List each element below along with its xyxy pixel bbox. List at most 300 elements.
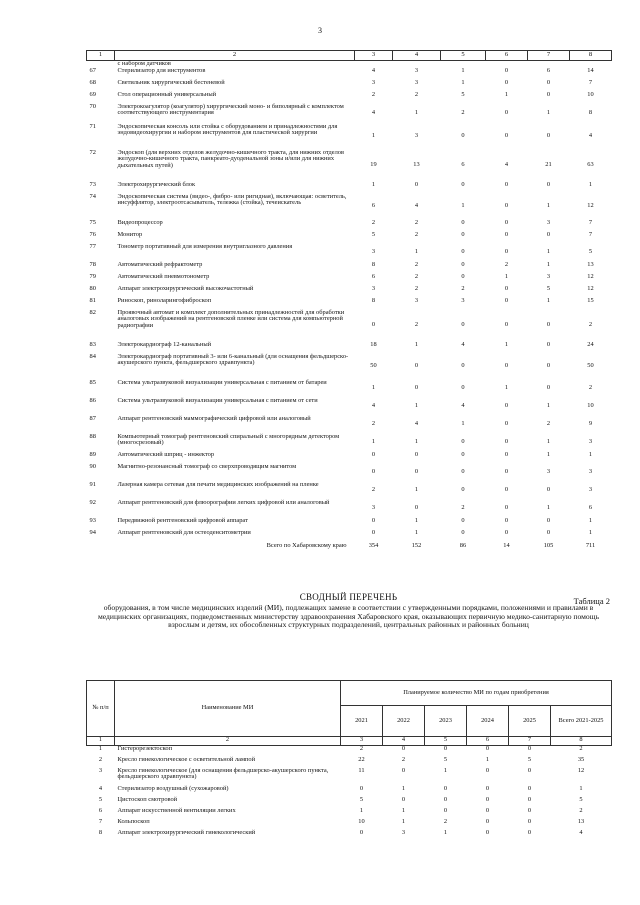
value-cell: 0 <box>414 468 419 476</box>
value-cell: 8 <box>371 296 376 304</box>
row-number-cell: 69 <box>89 90 96 98</box>
table-row <box>87 482 612 500</box>
row-number-cell: 2 <box>98 755 103 763</box>
table-row <box>87 244 612 262</box>
value-cell: 0 <box>443 784 448 792</box>
numbering-cell: 1 <box>87 737 115 746</box>
value-cell: 1 <box>371 438 376 446</box>
value-cell: 1 <box>414 248 419 256</box>
value-cell: 0 <box>504 402 509 410</box>
item-name-cell: Эндоскопическая система (видео-, фибро- или ригидная), включающая: осветитель, инсуффлятор, электроотсасыватель, тележка (стойка), течеискатель <box>117 192 347 207</box>
value-cell: 0 <box>461 468 465 476</box>
value-cell: 0 <box>546 516 551 524</box>
value-cell: 1 <box>414 402 419 410</box>
value-cell: 12 <box>577 766 585 774</box>
col-header-total: Всего 2021-2025 <box>551 706 612 737</box>
value-cell: 1 <box>359 806 364 814</box>
equipment-table-1 <box>86 50 612 549</box>
value-cell: 4 <box>461 402 465 410</box>
row-number-cell: 73 <box>89 180 96 188</box>
value-cell: 0 <box>504 438 509 446</box>
value-cell: 6 <box>546 66 551 74</box>
value-cell: 13 <box>577 817 585 825</box>
value-cell: 50 <box>370 362 377 370</box>
value-cell: 1 <box>414 486 419 494</box>
value-cell: 0 <box>546 528 551 536</box>
table-row <box>87 342 612 354</box>
value-cell: 0 <box>461 486 465 494</box>
value-cell: 0 <box>485 795 490 803</box>
value-cell: 4 <box>461 340 465 348</box>
item-name-cell: Автоматический шприц - инжектор <box>117 450 215 458</box>
value-cell: 1 <box>579 784 583 792</box>
row-number-cell: 90 <box>89 462 96 470</box>
value-cell: 0 <box>485 766 490 774</box>
value-cell: 0 <box>461 260 465 268</box>
value-cell: 8 <box>371 260 376 268</box>
row-number-cell: 71 <box>89 122 96 130</box>
value-cell: 0 <box>461 450 465 458</box>
item-name-cell: Электрокардиограф 12-канальный <box>117 340 212 348</box>
row-number-cell: 4 <box>98 784 103 792</box>
value-cell: 0 <box>504 230 509 238</box>
value-cell: 0 <box>371 450 376 458</box>
value-cell: 0 <box>414 384 419 392</box>
value-cell: 2 <box>401 755 406 763</box>
value-cell: 2 <box>588 321 593 329</box>
row-number-cell: 7 <box>98 817 103 825</box>
value-cell: 0 <box>504 284 509 292</box>
value-cell: 1 <box>443 828 448 836</box>
value-cell: 4 <box>414 420 419 428</box>
value-cell: 2 <box>461 109 465 117</box>
value-cell: 4 <box>371 66 376 74</box>
value-cell: 1 <box>546 450 551 458</box>
table-row <box>87 746 612 757</box>
value-cell: 1 <box>588 180 593 188</box>
value-cell: 7 <box>588 78 593 86</box>
value-cell: 0 <box>371 516 376 524</box>
table-row <box>87 68 612 80</box>
value-cell: 0 <box>461 362 465 370</box>
table-row <box>87 150 612 182</box>
value-cell: 6 <box>588 504 593 512</box>
table-row <box>87 354 612 380</box>
item-name-cell: Тонометр портативный для измерения внутриглазного давления <box>117 242 293 250</box>
value-cell: 1 <box>461 420 465 428</box>
value-cell: 0 <box>527 784 532 792</box>
value-cell: 0 <box>414 362 419 370</box>
value-cell: 19 <box>370 161 377 169</box>
value-cell: 0 <box>504 78 509 86</box>
value-cell: 12 <box>587 202 594 210</box>
item-name-cell: Цистоскоп смотровой <box>117 795 178 803</box>
value-cell: 0 <box>414 180 419 188</box>
item-name-cell: Кресло гинекологическое с осветительной лампой <box>117 755 256 763</box>
value-cell: 0 <box>461 516 465 524</box>
row-number-cell: 1 <box>98 745 103 752</box>
equipment-table-2 <box>86 680 612 841</box>
value-cell: 1 <box>414 438 419 446</box>
value-cell: 4 <box>588 132 593 140</box>
value-cell: 2 <box>371 218 376 226</box>
value-cell: 0 <box>527 806 532 814</box>
col-header-year: 2021 <box>341 706 383 737</box>
numbering-cell: 4 <box>383 737 425 746</box>
table-row <box>87 768 612 786</box>
item-name-cell: Видеопроцессор <box>117 218 163 226</box>
value-cell: 0 <box>461 384 465 392</box>
value-cell: 2 <box>371 90 376 98</box>
value-cell: 12 <box>587 284 594 292</box>
value-cell: 0 <box>504 296 509 304</box>
item-name-cell: Монитор <box>117 230 143 238</box>
value-cell: 5 <box>527 755 532 763</box>
value-cell: 1 <box>504 340 509 348</box>
value-cell: 1 <box>546 260 551 268</box>
value-cell: 1 <box>504 384 509 392</box>
row-number-cell: 80 <box>89 284 96 292</box>
row-number-cell: 3 <box>98 766 103 774</box>
total-value-cell: 711 <box>585 541 596 549</box>
value-cell: 50 <box>587 362 594 370</box>
value-cell: 0 <box>546 132 551 140</box>
value-cell: 3 <box>588 486 593 494</box>
total-row <box>87 542 612 550</box>
item-name-cell: Стол операционный универсальный <box>117 90 217 98</box>
value-cell: 0 <box>401 745 406 752</box>
header-cell: 1 <box>87 51 115 61</box>
header-cell: 7 <box>528 51 570 61</box>
value-cell: 1 <box>401 806 406 814</box>
value-cell: 0 <box>527 745 532 752</box>
table-row <box>87 92 612 104</box>
value-cell: 0 <box>371 468 376 476</box>
value-cell: 3 <box>414 66 419 74</box>
item-name-cell: Эндоскопическая консоль или стойка с оборудованием и принадлежностями для эндовидеохирургии и набором инструментов для пластической хирургии <box>117 122 338 137</box>
value-cell: 0 <box>546 180 551 188</box>
col-header-name: Наименование МИ <box>115 681 341 737</box>
item-name-cell: Аппарат электрохирургический гинекологический <box>117 828 256 836</box>
value-cell: 1 <box>414 528 419 536</box>
item-name-cell: Кресло гинекологическое (для оснащения фельдшерско-акушерского пункта, фельдшерского здравпункта) <box>117 766 329 781</box>
value-cell: 0 <box>504 180 509 188</box>
table-row <box>87 286 612 298</box>
value-cell: 0 <box>504 248 509 256</box>
value-cell: 35 <box>577 755 585 763</box>
table-row <box>87 797 612 808</box>
value-cell: 10 <box>358 817 365 825</box>
value-cell: 0 <box>504 202 509 210</box>
item-name-cell: Риноскоп, риноларингофиброскоп <box>117 296 212 304</box>
value-cell: 21 <box>545 161 552 169</box>
total-value-cell: 152 <box>411 541 422 549</box>
item-name-cell: Электрохирургический блок <box>117 180 196 188</box>
value-cell: 0 <box>443 745 448 752</box>
row-number-cell: 91 <box>89 480 96 488</box>
value-cell: 1 <box>443 766 448 774</box>
item-name-cell: Автоматический пневмотонометр <box>117 272 210 280</box>
value-cell: 1 <box>588 516 593 524</box>
value-cell: 0 <box>546 90 551 98</box>
value-cell: 1 <box>546 296 551 304</box>
table-row <box>87 380 612 398</box>
value-cell: 0 <box>527 795 532 803</box>
col-header-year: 2024 <box>467 706 509 737</box>
row-number-cell: 67 <box>89 66 96 74</box>
value-cell: 3 <box>588 438 593 446</box>
row-number-cell: 86 <box>89 396 96 404</box>
total-value-cell: 105 <box>543 541 554 549</box>
value-cell: 4 <box>371 402 376 410</box>
value-cell: 2 <box>414 284 419 292</box>
table-row <box>87 434 612 452</box>
value-cell: 0 <box>485 817 490 825</box>
item-name-cell: Электрокоагулятор (коагулятор) хирургический моно- и биполярный с комплектом соответствующего инструментария <box>117 102 344 117</box>
table-row <box>87 518 612 530</box>
value-cell: 0 <box>504 132 509 140</box>
value-cell: 0 <box>546 321 551 329</box>
value-cell: 1 <box>461 66 465 74</box>
row-number-cell: 89 <box>89 450 96 458</box>
page-number: 3 <box>318 26 322 35</box>
item-name-cell: Передвижной рентгеновский цифровой аппарат <box>117 516 248 524</box>
table-row <box>87 786 612 797</box>
value-cell: 2 <box>443 817 448 825</box>
row-number-cell: 68 <box>89 78 96 86</box>
item-name-cell: Аппарат электрохирургический высокочастотный <box>117 284 254 292</box>
value-cell: 2 <box>414 321 419 329</box>
value-cell: 2 <box>461 504 465 512</box>
value-cell: 5 <box>359 795 364 803</box>
value-cell: 5 <box>546 284 551 292</box>
value-cell: 4 <box>504 161 509 169</box>
row-number-cell <box>87 542 115 550</box>
row-number-cell: 81 <box>89 296 96 304</box>
item-name-cell: Эндоскоп (для верхних отделов желудочно-кишечного тракта, для нижних отделов желудочно-кишечного тракта, панкреато-дуоденальной зоны и/или для нижних дыхательных путей) <box>117 148 345 169</box>
row-number-cell: 94 <box>89 528 96 536</box>
total-value-cell: 86 <box>459 541 467 549</box>
row-number-cell: 93 <box>89 516 96 524</box>
item-name-cell: Гистерорезектоскоп <box>117 745 173 752</box>
row-number-cell: 6 <box>98 806 103 814</box>
value-cell: 0 <box>443 806 448 814</box>
header-cell: 4 <box>393 51 441 61</box>
value-cell: 2 <box>546 420 551 428</box>
table-row <box>87 310 612 342</box>
table-2-title-block <box>86 592 611 630</box>
value-cell: 10 <box>587 402 594 410</box>
value-cell: 0 <box>443 795 448 803</box>
value-cell: 3 <box>546 272 551 280</box>
row-number-cell: 74 <box>89 192 96 200</box>
value-cell: 1 <box>401 817 406 825</box>
value-cell: 2 <box>461 284 465 292</box>
value-cell: 1 <box>414 109 419 117</box>
value-cell: 0 <box>371 528 376 536</box>
value-cell: 2 <box>414 272 419 280</box>
value-cell: 11 <box>358 766 365 774</box>
value-cell: 0 <box>504 109 509 117</box>
value-cell: 0 <box>485 745 490 752</box>
continuation-text: с набором датчиков <box>117 60 171 67</box>
value-cell: 13 <box>587 260 594 268</box>
value-cell: 0 <box>546 78 551 86</box>
value-cell: 1 <box>546 438 551 446</box>
value-cell: 12 <box>587 272 594 280</box>
header-cell: 5 <box>441 51 486 61</box>
row-number-cell: 92 <box>89 498 96 506</box>
value-cell: 4 <box>579 828 583 836</box>
value-cell: 3 <box>414 78 419 86</box>
item-name-cell: Аппарат рентгеновский маммографический цифровой или аналоговый <box>117 414 311 422</box>
col-header-planned-quantity: Планируемое количество МИ по годам приобретения <box>341 681 612 706</box>
table-row <box>87 808 612 819</box>
item-name-cell: Стерилизатор воздушный (сухожаровой) <box>117 784 229 792</box>
numbering-cell: 8 <box>551 737 612 746</box>
value-cell: 0 <box>414 450 419 458</box>
value-cell: 24 <box>587 340 594 348</box>
row-number-cell: 75 <box>89 218 96 226</box>
value-cell: 0 <box>546 486 551 494</box>
value-cell: 0 <box>359 784 364 792</box>
table-row <box>87 530 612 542</box>
value-cell: 1 <box>371 384 376 392</box>
value-cell: 2 <box>359 745 364 752</box>
value-cell: 5 <box>443 755 448 763</box>
value-cell: 0 <box>461 248 465 256</box>
header-cell: 2 <box>115 51 355 61</box>
value-cell: 0 <box>546 230 551 238</box>
item-name-cell: Аппарат искусственной вентиляции легких <box>117 806 236 814</box>
table-row <box>87 80 612 92</box>
value-cell: 0 <box>504 516 509 524</box>
value-cell: 3 <box>401 828 406 836</box>
header-cell: 3 <box>355 51 393 61</box>
table-2-subtitle: оборудования, в том числе медицинских изделий (МИ), подлежащих замене в соответствии с утвержденными порядками, положениями и правилами в медицинских организациях, подведомственных министерству здравоохранения Хабаровского края, оказывающих первичную медико-санитарную помощь взрослым и детям, их обособленных структурных подразделений, центральных районных и районных больниц <box>97 603 600 630</box>
value-cell: 3 <box>546 468 551 476</box>
value-cell: 4 <box>371 109 376 117</box>
value-cell: 13 <box>413 161 420 169</box>
value-cell: 0 <box>546 340 551 348</box>
table-row <box>87 232 612 244</box>
table-2-heading: СВОДНЫЙ ПЕРЕЧЕНЬ <box>299 592 398 602</box>
value-cell: 0 <box>359 828 364 836</box>
row-number-cell: 70 <box>89 102 96 110</box>
value-cell: 0 <box>461 321 465 329</box>
numbering-cell: 3 <box>341 737 383 746</box>
header-cell: 8 <box>570 51 612 61</box>
numbering-cell: 6 <box>467 737 509 746</box>
value-cell: 0 <box>527 817 532 825</box>
table-row <box>87 500 612 518</box>
value-cell: 7 <box>588 230 593 238</box>
value-cell: 3 <box>371 248 376 256</box>
value-cell: 1 <box>546 202 551 210</box>
table-row <box>87 830 612 841</box>
numbering-cell: 7 <box>509 737 551 746</box>
item-name-cell: Автоматический рефрактометр <box>117 260 203 268</box>
table-2-label: Таблица 2 <box>573 596 610 606</box>
item-name-cell: Электрокардиограф портативный 3- или 6-канальный (для оснащения фельдшерско-акушерского пункта, фельдшерского здравпункта) <box>117 352 349 367</box>
table-row <box>87 416 612 434</box>
value-cell: 1 <box>588 528 593 536</box>
value-cell: 3 <box>588 468 593 476</box>
value-cell: 1 <box>546 109 551 117</box>
value-cell: 2 <box>371 420 376 428</box>
row-number-cell: 76 <box>89 230 96 238</box>
value-cell: 5 <box>461 90 465 98</box>
row-number-cell: 78 <box>89 260 96 268</box>
value-cell: 1 <box>546 504 551 512</box>
table-row <box>87 124 612 150</box>
item-name-cell: Магнитно-резонансный томограф со сверхпроводящим магнитом <box>117 462 297 470</box>
value-cell: 0 <box>504 450 509 458</box>
value-cell: 22 <box>358 755 365 763</box>
row-number-cell: 5 <box>98 795 103 803</box>
row-number-cell: 72 <box>89 148 96 156</box>
value-cell: 1 <box>504 272 509 280</box>
value-cell: 0 <box>504 362 509 370</box>
table-row <box>87 298 612 310</box>
value-cell: 10 <box>587 90 594 98</box>
value-cell: 1 <box>414 516 419 524</box>
table-row <box>87 182 612 194</box>
value-cell: 18 <box>370 340 377 348</box>
value-cell: 0 <box>546 362 551 370</box>
value-cell: 2 <box>588 384 593 392</box>
value-cell: 3 <box>371 504 376 512</box>
value-cell: 2 <box>371 486 376 494</box>
value-cell: 0 <box>504 218 509 226</box>
row-number-cell: 8 <box>98 828 103 836</box>
row-number-cell: 84 <box>89 352 96 360</box>
col-header-number: № п/п <box>87 681 115 737</box>
value-cell: 1 <box>588 450 593 458</box>
value-cell: 1 <box>485 755 490 763</box>
value-cell: 0 <box>461 230 465 238</box>
value-cell: 1 <box>371 132 376 140</box>
table-row <box>87 464 612 482</box>
value-cell: 0 <box>504 528 509 536</box>
value-cell: 2 <box>579 745 583 752</box>
row-number-cell: 85 <box>89 378 96 386</box>
item-name-cell: Кольпоскоп <box>117 817 150 825</box>
value-cell: 1 <box>461 202 465 210</box>
table-row <box>87 398 612 416</box>
col-header-year: 2023 <box>425 706 467 737</box>
total-value-cell: 354 <box>368 541 379 549</box>
value-cell: 1 <box>461 78 465 86</box>
value-cell: 0 <box>461 272 465 280</box>
value-cell: 7 <box>588 218 593 226</box>
value-cell: 2 <box>579 806 583 814</box>
value-cell: 0 <box>527 766 532 774</box>
row-number-cell: 79 <box>89 272 96 280</box>
item-name-cell: Светильник хирургический бестеневой <box>117 78 225 86</box>
row-number-cell: 83 <box>89 340 96 348</box>
table-row <box>87 274 612 286</box>
total-label: Всего по Хабаровскому краю <box>266 541 347 549</box>
header-cell: 6 <box>486 51 528 61</box>
table-row <box>87 262 612 274</box>
value-cell: 6 <box>371 272 376 280</box>
value-cell: 0 <box>401 795 406 803</box>
value-cell: 0 <box>461 528 465 536</box>
value-cell: 15 <box>587 296 594 304</box>
item-name-cell: Лазерная камера сетевая для печати медицинских изображений на пленке <box>117 480 319 488</box>
item-name-cell: Аппарат рентгеновский для остеоденситометрии <box>117 528 251 536</box>
